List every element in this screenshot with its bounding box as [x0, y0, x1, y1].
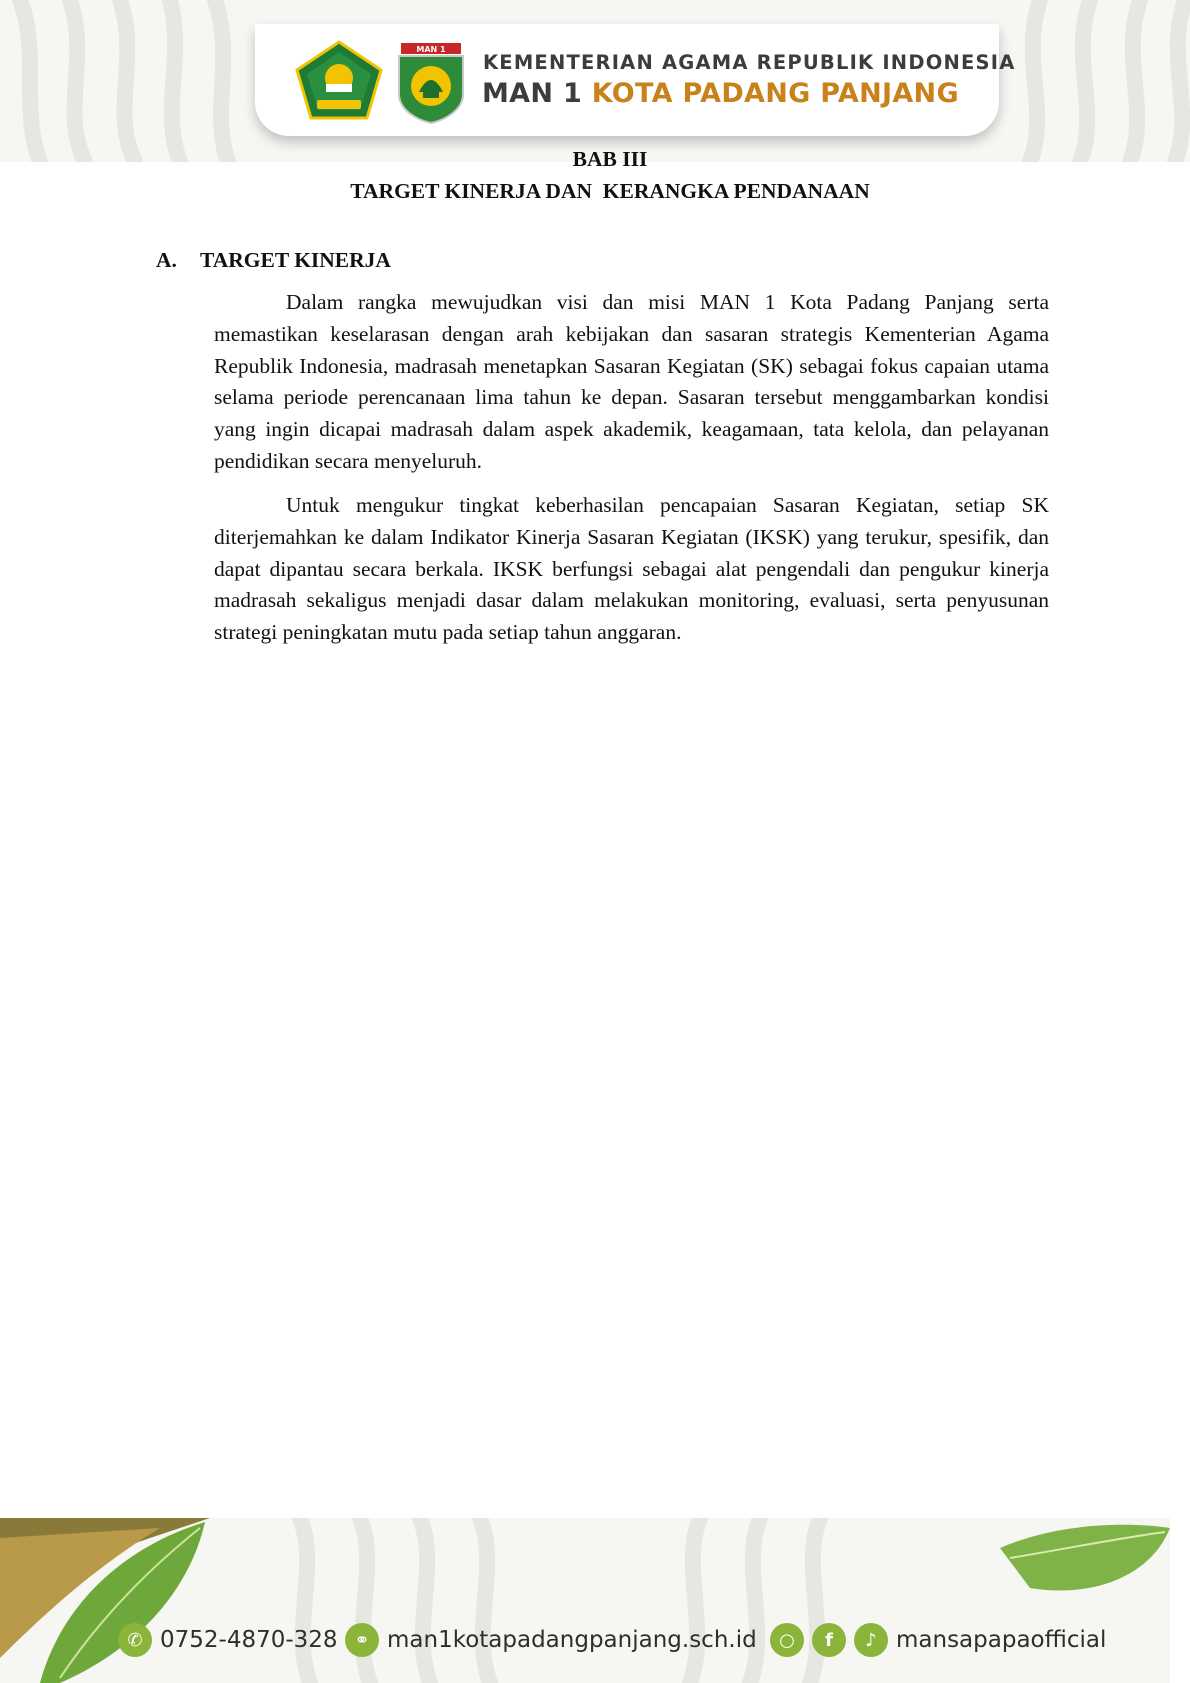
- footer-social: [770, 1620, 1106, 1660]
- chapter-number: BAB III: [572, 147, 648, 171]
- facebook-icon: f: [812, 1623, 846, 1657]
- school-name: [482, 78, 959, 109]
- section-number: A.: [156, 248, 177, 272]
- globe-icon: ⚭: [345, 1623, 379, 1657]
- section-title: TARGET KINERJA: [200, 248, 391, 272]
- ministry-name: KEMENTERIAN AGAMA REPUBLIK INDONESIA: [483, 51, 1016, 74]
- letterhead-band: [0, 0, 1190, 162]
- footer-phone: [118, 1620, 338, 1660]
- instagram-icon: ○: [770, 1623, 804, 1657]
- school-name-accent: KOTA PADANG PANJANG: [591, 78, 959, 109]
- website-url: man1kotapadangpanjang.sch.id: [387, 1627, 757, 1653]
- school-name-prefix: MAN 1: [482, 78, 592, 109]
- tiktok-icon: ♪: [854, 1623, 888, 1657]
- social-handle: mansapapaofficial: [896, 1627, 1107, 1653]
- footer-website: [345, 1620, 757, 1660]
- section-heading: [156, 248, 391, 273]
- chapter-title: TARGET KINERJA DAN KERANGKA PENDANAAN: [350, 179, 870, 203]
- paragraph: Dalam rangka mewujudkan visi dan misi MAN 1 Kota Padang Panjang serta memastikan keselarasan dengan arah kebijakan dan sasaran strategis Kementerian Agama Republik Indonesia, madrasah menetapkan Sasaran Kegiatan (SK) sebagai fokus capaian utama selama periode perencanaan lima tahun ke depan. Sasaran tersebut menggambarkan kondisi yang ingin dicapai madrasah dalam aspek akademik, keagamaan, tata kelola, dan pelayanan pendidikan secara menyeluruh.: [214, 290, 1049, 473]
- paragraph: Untuk mengukur tingkat keberhasilan pencapaian Sasaran Kegiatan, setiap SK diterjemahkan ke dalam Indikator Kinerja Sasaran Kegiatan (IKSK) yang terukur, spesifik, dan dapat dipantau secara berkala. IKSK berfungsi sebagai alat pengendali dan pengukur kinerja madrasah sekaligus menjadi dasar dalam melakukan monitoring, evaluasi, serta penyusunan strategi peningkatan mutu pada setiap tahun anggaran.: [214, 493, 1049, 645]
- man1-logo-icon: [393, 42, 469, 124]
- logo-badge: MAN 1: [416, 45, 446, 54]
- phone-icon: ✆: [118, 1623, 152, 1657]
- letterhead-card: [255, 24, 1016, 136]
- kemenag-logo-icon: [293, 40, 385, 122]
- phone-number: 0752-4870-328: [160, 1627, 338, 1653]
